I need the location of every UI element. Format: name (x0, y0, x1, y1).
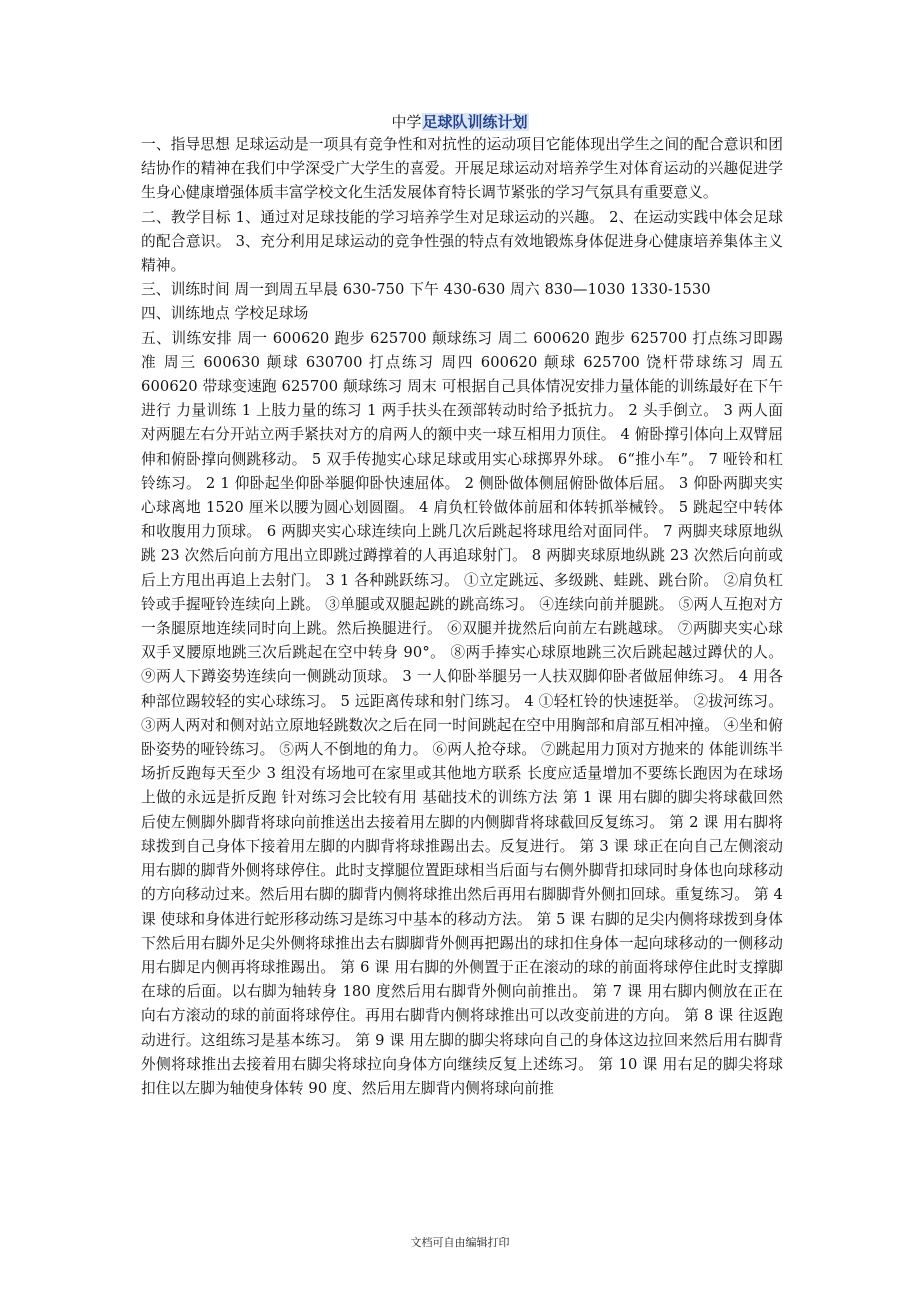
title-highlight[interactable]: 足球队训练计划 (422, 113, 528, 131)
page-footer: 文档可自由编辑打印 (410, 1236, 510, 1249)
paragraph-training-schedule: 五、训练安排 周一 600620 跑步 625700 颠球练习 周二 600620 跑步 625700 打点练习即踢准 周三 600630 颠球 630700 打点练习 周四 600620 颠球 625700 饶杆带球练习 周五 600620 带球变速跑 625700 颠球练习 周末 可根据自己具体情况安排力量体能的训练最好在下午进行 力量训练 1 上肢力量的练习 1 两手扶头在颈部转动时给予抵抗力。 2 头手倒立。 3 两人面对两腿左右分开站立两手紧扶对方的肩两人的额中夹一球互相用力顶住。 4 俯卧撑引体向上双臂屈伸和俯卧撑向侧跳移动。 5 双手传抛实心球足球或用实心球掷界外球。 6“推小车”。 7 哑铃和杠铃练习。 2 1 仰卧起坐仰卧举腿仰卧快速屈体。 2 侧卧做体侧屈俯卧做体后屈。 3 仰卧两脚夹实心球离地 1520 厘米以腰为圆心划圆圈。 4 肩负杠铃做体前屈和体转抓举械铃。 5 跳起空中转体和收腹用力顶球。 6 两脚夹实心球连续向上跳几次后跳起将球甩给对面同伴。 7 两脚夹球原地纵跳 23 次然后向前方甩出立即跳过蹲撑着的人再追球射门。 8 两脚夹球原地纵跳 23 次然后向前或后上方甩出再追上去射门。 3 1 各种跳跃练习。 ①立定跳远、多级跳、蛙跳、跳台阶。 ②肩负杠铃或手握哑铃连续向上跳。 ③单腿或双腿起跳的跳高练习。 ④连续向前并腿跳。 ⑤两人互抱对方一条腿原地连续同时向上跳。然后换腿进行。 ⑥双腿并拢然后向前左右跳越球。 ⑦两脚夹实心球双手叉腰原地跳三次后跳起在空中转身 90°。 ⑧两手捧实心球原地跳三次后跳起越过蹲伏的人。 ⑨两人下蹲姿势连续向一侧跳动顶球。 3 一人仰卧举腿另一人扶双脚仰卧者做屈伸练习。 4 用各种部位踢较轻的实心球练习。 5 远距离传球和射门练习。 4 ①轻杠铃的快速挺举。 ②拔河练习。 ③两人两对和侧对站立原地轻跳数次之后在同一时间跳起在空中用胸部和肩部互相冲撞。 ④坐和俯卧姿势的哑铃练习。 ⑤两人不倒地的角力。 ⑥两人抢夺球。 ⑦跳起用力顶对方抛来的 体能训练半场折反跑每天至少 3 组没有场地可在家里或其他地方联系 长度应适量增加不要练长跑因为在球场上做的永远是折反跑 针对练习会比较有用 基础技术的训练方法 第 1 课 用右脚的脚尖将球截回然后使左侧脚外脚背将球向前推送出去接着用左脚的内侧脚背将球截回反复练习。 第 2 课 用右脚将球拨到自己身体下接着用左脚的内脚背将球推踢出去。反复进行。 第 3 课 球正在向自己左侧滚动用右脚的脚背外侧将球停住。此时支撑腿位置距球相当后面与右侧外脚背扣球同时身体也向球移动的方向移动过来。然后用右脚的脚背内侧将球推出然后再用右脚脚背外侧扣回球。重复练习。 第 4 课 使球和身体进行蛇形移动练习是练习中基本的移动方法。 第 5 课 右脚的足尖内侧将球拨到身体下然后用右脚外足尖外侧将球推出去右脚脚背外侧再把踢出的球扣住身体一起向球移动的一侧移动用右脚足内侧再将球推踢出。 第 6 课 用右脚的外侧置于正在滚动的球的前面将球停住此时支撑脚在球的后面。以右脚为轴转身 180 度然后用右脚背外侧向前推出。 第 7 课 用右脚内侧放在正在向右方滚动的球的前面将球停住。再用右脚背内侧将球推出可以改变前进的方向。 第 8 课 往返跑动进行。这组练习是基本练习。 第 9 课 用左脚的脚尖将球向自己的身体这边拉回来然后用右脚背外侧将球推出去接着用右脚尖将球拉向身体方向继续反复上述练习。 第 10 课 用右足的脚尖将球扣住以左脚为轴使身体转 90 度、然后用左脚背内侧将球向前推 (141, 329, 783, 1097)
paragraph-training-location: 四、训练地点 学校足球场 (141, 305, 309, 323)
page-title (0, 110, 920, 134)
paragraph-teaching-goals: 二、教学目标 1、通过对足球技能的学习培养学生对足球运动的兴趣。 2、在运动实践中体会足球的配合意识。 3、充分利用足球运动的竞争性强的特点有效地锻炼身体促进身心健康培养集体主义精神。 (141, 208, 783, 275)
title-prefix: 中学 (391, 113, 422, 131)
document-body (141, 133, 783, 1101)
paragraph-training-time: 三、训练时间 周一到周五早晨 630-750 下午 430-630 周六 830—1030 1330-1530 (141, 281, 711, 299)
paragraph-guiding-thought: 一、指导思想 足球运动是一项具有竞争性和对抗性的运动项目它能体现出学生之间的配合意识和团结协作的精神在我们中学深受广大学生的喜爱。开展足球运动对培养学生对体育运动的兴趣促进学生身心健康增强体质丰富学校文化生活发展体育特长调节紧张的学习气氛具有重要意义。 (141, 136, 783, 202)
